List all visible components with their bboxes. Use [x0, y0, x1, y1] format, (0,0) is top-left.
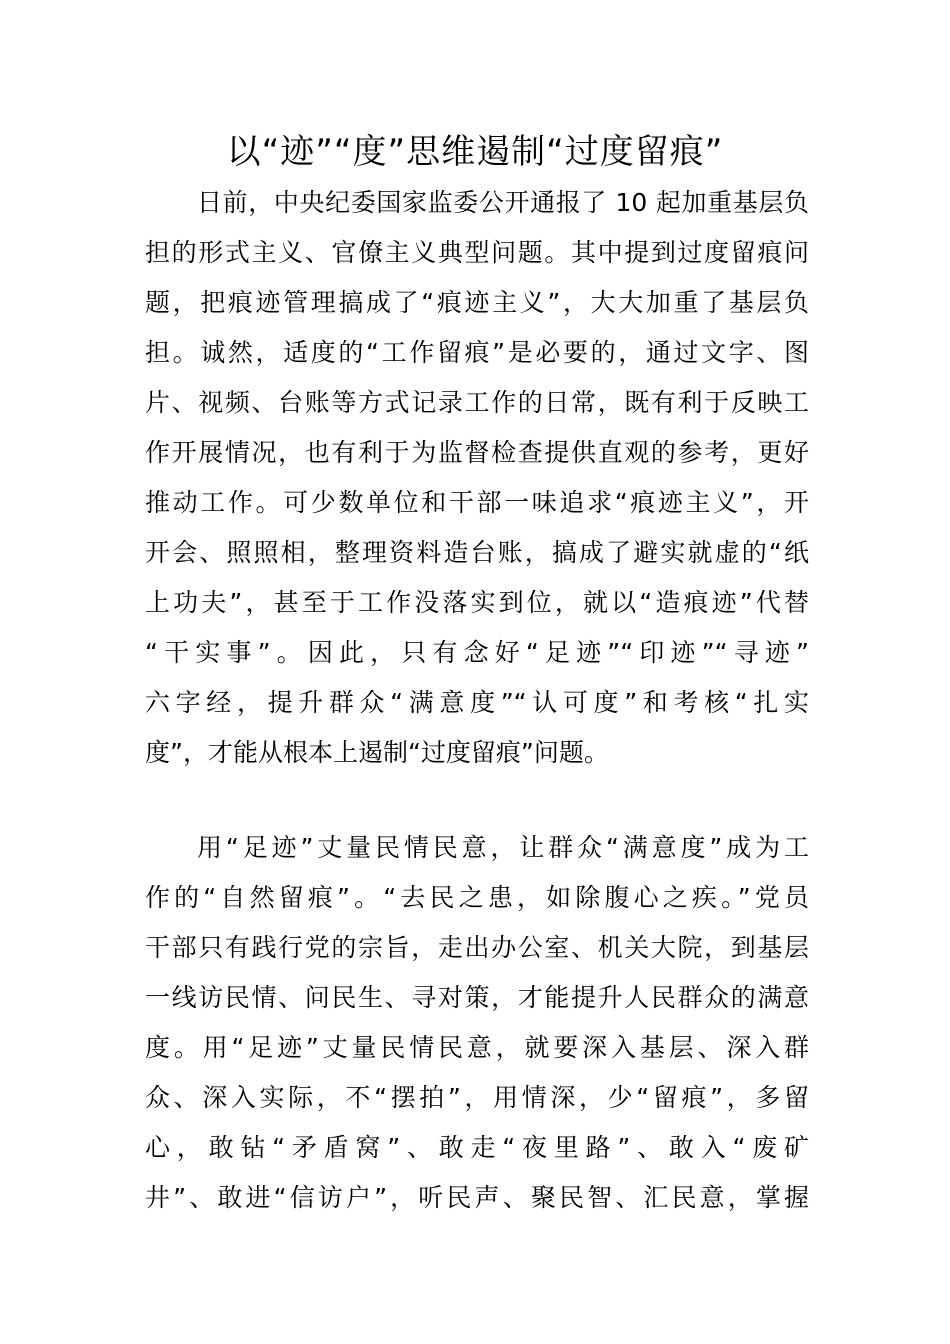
text-line: 六字经，提升群众“满意度”“认可度”和考核“扎实: [145, 688, 809, 717]
paragraph-footprint: [145, 823, 809, 1223]
text-line: 众、深入实际，不“摆拍”，用情深，少“留痕”，多留: [145, 1083, 809, 1112]
text-line: 心，敢钻“矛盾窝”、敢走“夜里路”、敢入“废矿: [145, 1133, 809, 1162]
document-title: 以“迹”“度”思维遏制“过度留痕”: [226, 132, 724, 172]
text-line: 担。诚然，适度的“工作留痕”是必要的，通过文字、图: [145, 338, 809, 367]
text-line: 度。用“足迹”丈量民情民意，就要深入基层、深入群: [145, 1033, 809, 1062]
text-line: 井”、敢进“信访户”，听民声、聚民智、汇民意，掌握: [145, 1183, 809, 1212]
text-line: 干部只有践行党的宗旨，走出办公室、机关大院，到基层: [145, 933, 809, 962]
text-line: 担的形式主义、官僚主义典型问题。其中提到过度留痕问: [145, 238, 809, 267]
text-line: 用“足迹”丈量民情民意，让群众“满意度”成为工: [197, 833, 809, 862]
text-line: 作开展情况，也有利于为监督检查提供直观的参考，更好: [145, 438, 809, 467]
text-line: 上功夫”，甚至于工作没落实到位，就以“造痕迹”代替: [145, 588, 809, 617]
text-line: 一线访民情、问民生、寻对策，才能提升人民群众的满意: [145, 983, 809, 1012]
text-line: 题，把痕迹管理搞成了“痕迹主义”，大大加重了基层负: [145, 288, 809, 317]
text-line: 日前，中央纪委国家监委公开通报了 10 起加重基层负: [197, 188, 809, 217]
paragraph-intro: [145, 178, 809, 778]
text-line: 片、视频、台账等方式记录工作的日常，既有利于反映工: [145, 388, 809, 417]
text-line: “干实事”。因此，只有念好“足迹”“印迹”“寻迹”: [145, 638, 809, 667]
text-line: 作的“自然留痕”。“去民之患，如除腹心之疾。”党员: [145, 883, 809, 912]
text-line: 开会、照照相，整理资料造台账，搞成了避实就虚的“纸: [145, 538, 809, 567]
text-line: 度”，才能从根本上遏制“过度留痕”问题。: [145, 738, 609, 767]
text-line: 推动工作。可少数单位和干部一味追求“痕迹主义”，开: [145, 488, 809, 517]
